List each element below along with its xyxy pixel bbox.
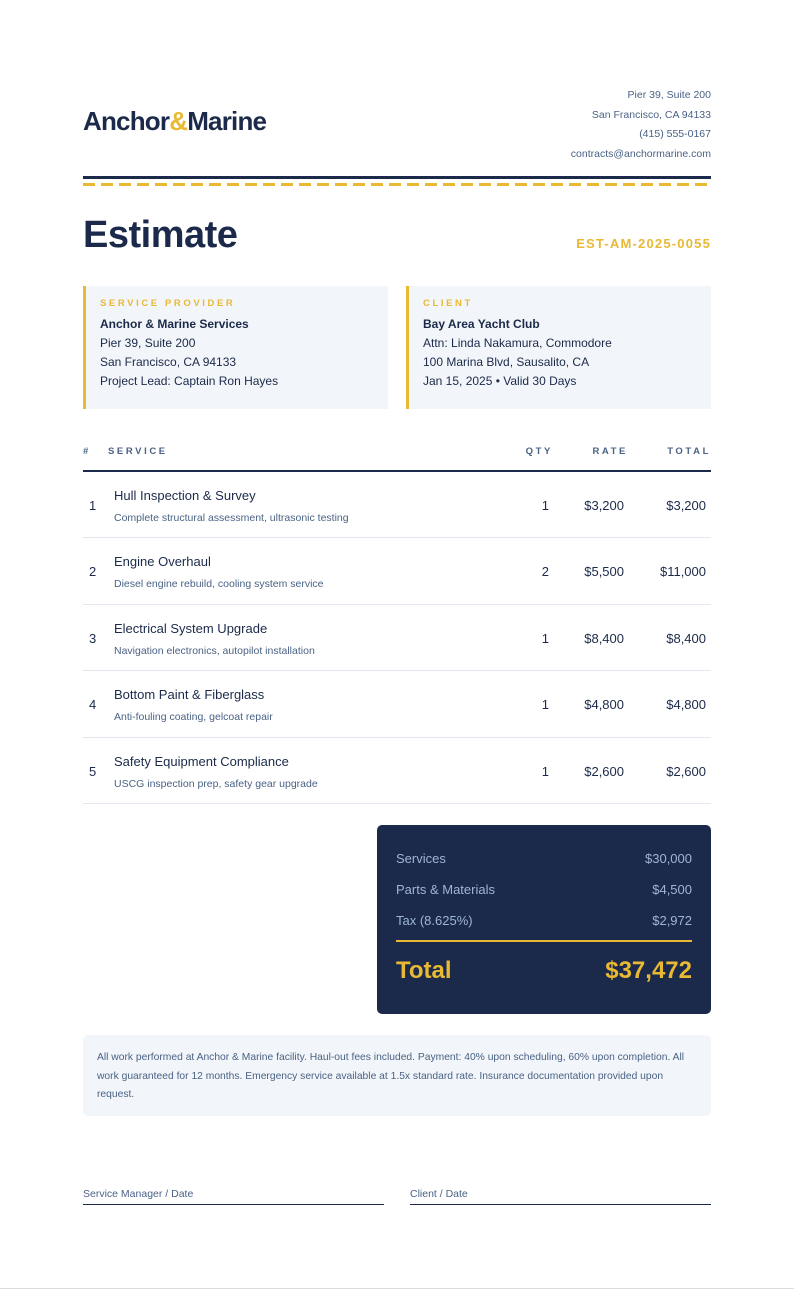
service-name: Electrical System Upgrade [114, 620, 268, 636]
service-name: Bottom Paint & Fiberglass [114, 687, 265, 703]
service-total: $11,000 [659, 564, 706, 580]
signature-label-service-manager: Service Manager / Date [83, 1188, 194, 1200]
service-description: Complete structural assessment, ultrasonic testing [114, 512, 349, 524]
service-qty: 1 [541, 697, 549, 713]
tax-value: $2,972 [652, 913, 692, 928]
signature-line-client[interactable] [410, 1184, 711, 1205]
service-provider-card [83, 286, 388, 409]
column-header-number: # [83, 446, 89, 457]
services-label: Services [396, 851, 446, 866]
company-contact [571, 86, 711, 164]
service-rate: $4,800 [584, 697, 624, 713]
logo-ampersand: & [169, 106, 188, 136]
parts-value: $4,500 [652, 882, 692, 897]
service-total: $4,800 [666, 697, 706, 713]
contact-address: Pier 39, Suite 200 [627, 89, 711, 101]
estimate-number: EST-AM-2025-0055 [576, 236, 711, 251]
logo-text-marine: Marine [187, 106, 267, 136]
service-name: Safety Equipment Compliance [114, 753, 289, 769]
service-rate: $5,500 [584, 564, 624, 580]
table-row [83, 472, 711, 538]
title-row [83, 214, 711, 260]
service-qty: 1 [541, 630, 549, 646]
service-rate: $3,200 [584, 498, 624, 513]
table-row [83, 605, 711, 671]
services-value: $30,000 [645, 851, 692, 866]
column-header-service: SERVICE [108, 446, 168, 457]
column-header-total: TOTAL [667, 446, 711, 457]
summary-divider [396, 940, 692, 942]
service-total: $8,400 [666, 630, 706, 646]
provider-address: Pier 39, Suite 200 [100, 336, 196, 350]
service-qty: 1 [541, 763, 549, 779]
service-qty: 1 [541, 498, 549, 513]
service-name: Hull Inspection & Survey [114, 488, 256, 503]
client-name: Bay Area Yacht Club [423, 317, 540, 331]
company-logo [83, 106, 266, 137]
totals-summary [377, 825, 711, 1014]
table-row [83, 538, 711, 604]
tax-label: Tax (8.625%) [396, 913, 473, 928]
table-row [83, 671, 711, 737]
provider-project-lead: Project Lead: Captain Ron Hayes [100, 374, 279, 388]
page-title: Estimate [83, 214, 238, 256]
service-rate: $8,400 [584, 630, 624, 646]
letterhead [83, 82, 711, 162]
summary-tax-row [396, 913, 692, 933]
contact-city: San Francisco, CA 94133 [591, 108, 711, 121]
summary-services-row [396, 851, 692, 871]
row-number: 1 [89, 498, 97, 513]
row-number: 3 [89, 630, 97, 646]
service-qty: 2 [541, 564, 549, 580]
row-number: 5 [89, 763, 97, 779]
header-divider-dashed [83, 183, 711, 186]
service-description: USCG inspection prep, safety gear upgrade [114, 777, 318, 790]
table-header [83, 444, 711, 472]
column-header-rate: RATE [592, 446, 628, 457]
provider-label: SERVICE PROVIDER [100, 298, 236, 309]
signature-label-client: Client / Date [410, 1188, 468, 1200]
terms-note: All work performed at Anchor & Marine facility. Haul-out fees included. Payment: 40% upon scheduling, 60% upon completion. All work guaranteed for 12 months. Emergency service available at 1.5x standard rate. Insurance documentation provided upon request. [83, 1035, 711, 1116]
client-attn: Attn: Linda Nakamura, Commodore [423, 336, 612, 350]
logo-text-anchor: Anchor [83, 106, 170, 136]
header-divider-solid [83, 176, 711, 179]
client-address: 100 Marina Blvd, Sausalito, CA [423, 355, 590, 369]
service-total: $3,200 [666, 498, 706, 513]
row-number: 2 [89, 564, 97, 580]
summary-parts-row [396, 882, 692, 902]
client-label: CLIENT [423, 298, 473, 309]
table-row [83, 738, 711, 804]
contact-email: contracts@anchormarine.com [570, 147, 711, 160]
contact-phone: (415) 555-0167 [639, 128, 711, 140]
provider-name: Anchor & Marine Services [100, 317, 249, 331]
services-table [83, 444, 711, 804]
row-number: 4 [89, 697, 97, 713]
parts-label: Parts & Materials [396, 882, 495, 897]
service-description: Anti-fouling coating, gelcoat repair [114, 711, 273, 724]
service-name: Engine Overhaul [114, 554, 211, 570]
signature-line-service-manager[interactable] [83, 1184, 384, 1205]
client-card [406, 286, 711, 409]
provider-city: San Francisco, CA 94133 [100, 355, 237, 369]
total-label: Total [396, 957, 452, 984]
service-rate: $2,600 [584, 763, 624, 779]
service-description: Navigation electronics, autopilot installation [114, 644, 315, 657]
client-date-validity: Jan 15, 2025 • Valid 30 Days [423, 374, 577, 388]
service-description: Diesel engine rebuild, cooling system service [114, 578, 324, 591]
column-header-qty: QTY [525, 446, 553, 457]
total-value: $37,472 [605, 957, 692, 984]
summary-total-row [396, 957, 692, 987]
service-total: $2,600 [666, 763, 706, 779]
